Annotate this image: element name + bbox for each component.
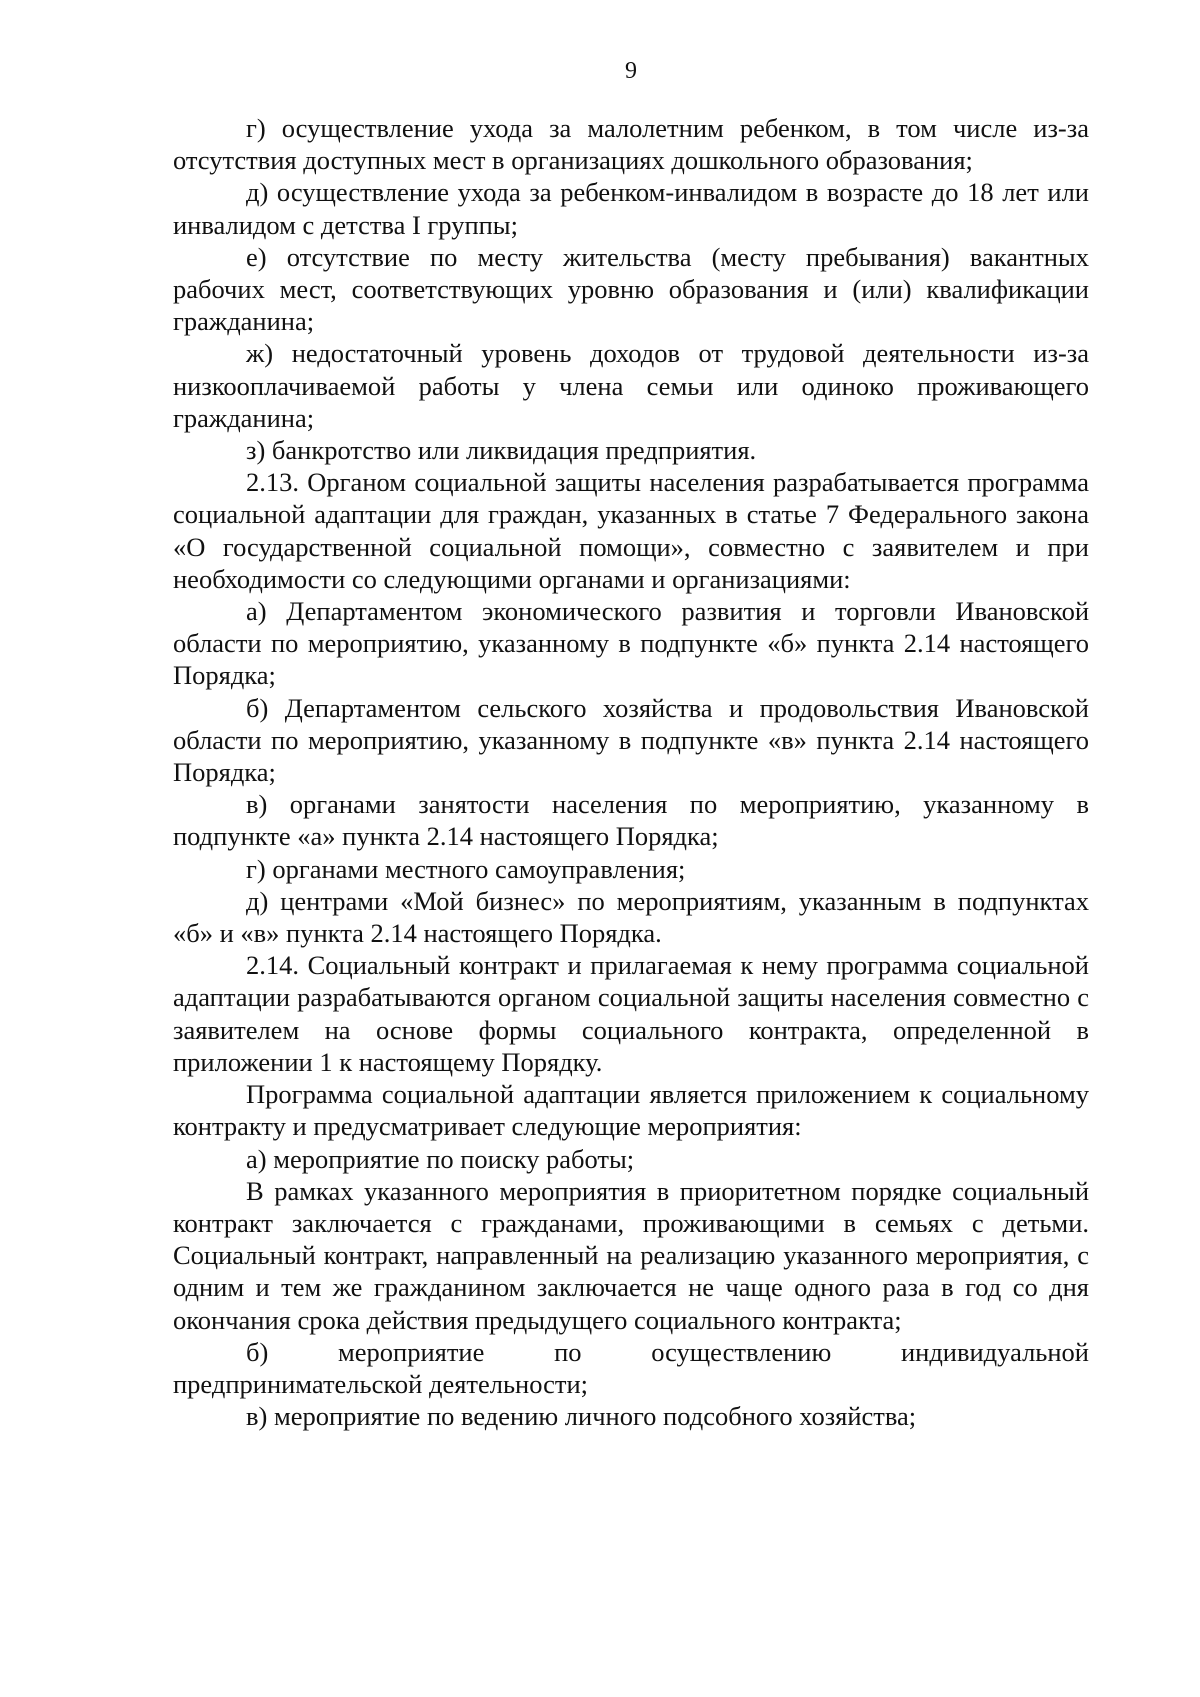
paragraph-2-13-program-development: 2.13. Органом социальной защиты населения разрабатывается программа социальной адаптации для граждан, указанных в статье 7 Федерального закона «О государственной социальной помощи», совместно с заявителем и при необходимости со следующими органами и организациями: [173, 467, 1089, 594]
paragraph-b-entrepreneurship: б) мероприятие по осуществлению индивидуальной предпринимательской деятельности; [173, 1336, 1089, 1399]
paragraph-e-no-vacancies: е) отсутствие по месту жительства (месту пребывания) вакантных рабочих мест, соответствующих уровню образования и (или) квалификации гражданина; [173, 241, 1089, 337]
document-body [173, 112, 1089, 1432]
paragraph-zh-low-income: ж) недостаточный уровень доходов от трудовой деятельности из-за низкооплачиваемой работы у члена семьи или одиноко проживающего гражданина; [173, 338, 1089, 433]
paragraph-v-household-farming: в) мероприятие по ведению личного подсобного хозяйства; [246, 1401, 917, 1432]
paragraph-program-annex: Программа социальной адаптации является приложением к социальному контракту и предусматривает следующие мероприятия: [173, 1079, 1089, 1142]
paragraph-d-disabled-child-care: д) осуществление ухода за ребенком-инвалидом в возрасте до 18 лет или инвалидом с детства I группы; [173, 177, 1089, 240]
paragraph-g-local-government: г) органами местного самоуправления; [246, 853, 686, 884]
paragraph-v-employment-agencies: в) органами занятости населения по мероприятию, указанному в подпункте «а» пункта 2.14 настоящего Порядка; [173, 789, 1089, 852]
paragraph-b-agriculture-department: б) Департаментом сельского хозяйства и продовольствия Ивановской области по мероприятию, указанному в подпункте «в» пункта 2.14 настоящего Порядка; [173, 692, 1089, 788]
paragraph-z-bankruptcy: з) банкротство или ликвидация предприятия. [246, 435, 757, 466]
paragraph-job-search-priority: В рамках указанного мероприятия в приоритетном порядке социальный контракт заключается с гражданами, проживающими в семьях с детьми. Социальный контракт, направленный на реализацию указанного мероприятия, с одним и тем же гражданином заключается не чаще одного раза в год со дня окончания срока действия предыдущего социального контракта; [173, 1175, 1089, 1335]
paragraph-g-childcare: г) осуществление ухода за малолетним ребенком, в том числе из-за отсутствия доступных мест в организациях дошкольного образования; [173, 113, 1089, 176]
paragraph-a-economic-department: а) Департаментом экономического развития и торговли Ивановской области по мероприятию, указанному в подпункте «б» пункта 2.14 настоящего Порядка; [173, 596, 1089, 691]
paragraph-d-my-business-centers: д) центрами «Мой бизнес» по мероприятиям, указанным в подпунктах «б» и «в» пункта 2.14 настоящего Порядка. [173, 885, 1089, 949]
paragraph-a-job-search: а) мероприятие по поиску работы; [246, 1143, 635, 1174]
page-number: 9 [625, 58, 637, 84]
paragraph-2-14-social-contract: 2.14. Социальный контракт и прилагаемая к нему программа социальной адаптации разрабатываются органом социальной защиты населения совместно с заявителем на основе формы социального контракта, определенной в приложении 1 к настоящему Порядку. [173, 950, 1089, 1077]
